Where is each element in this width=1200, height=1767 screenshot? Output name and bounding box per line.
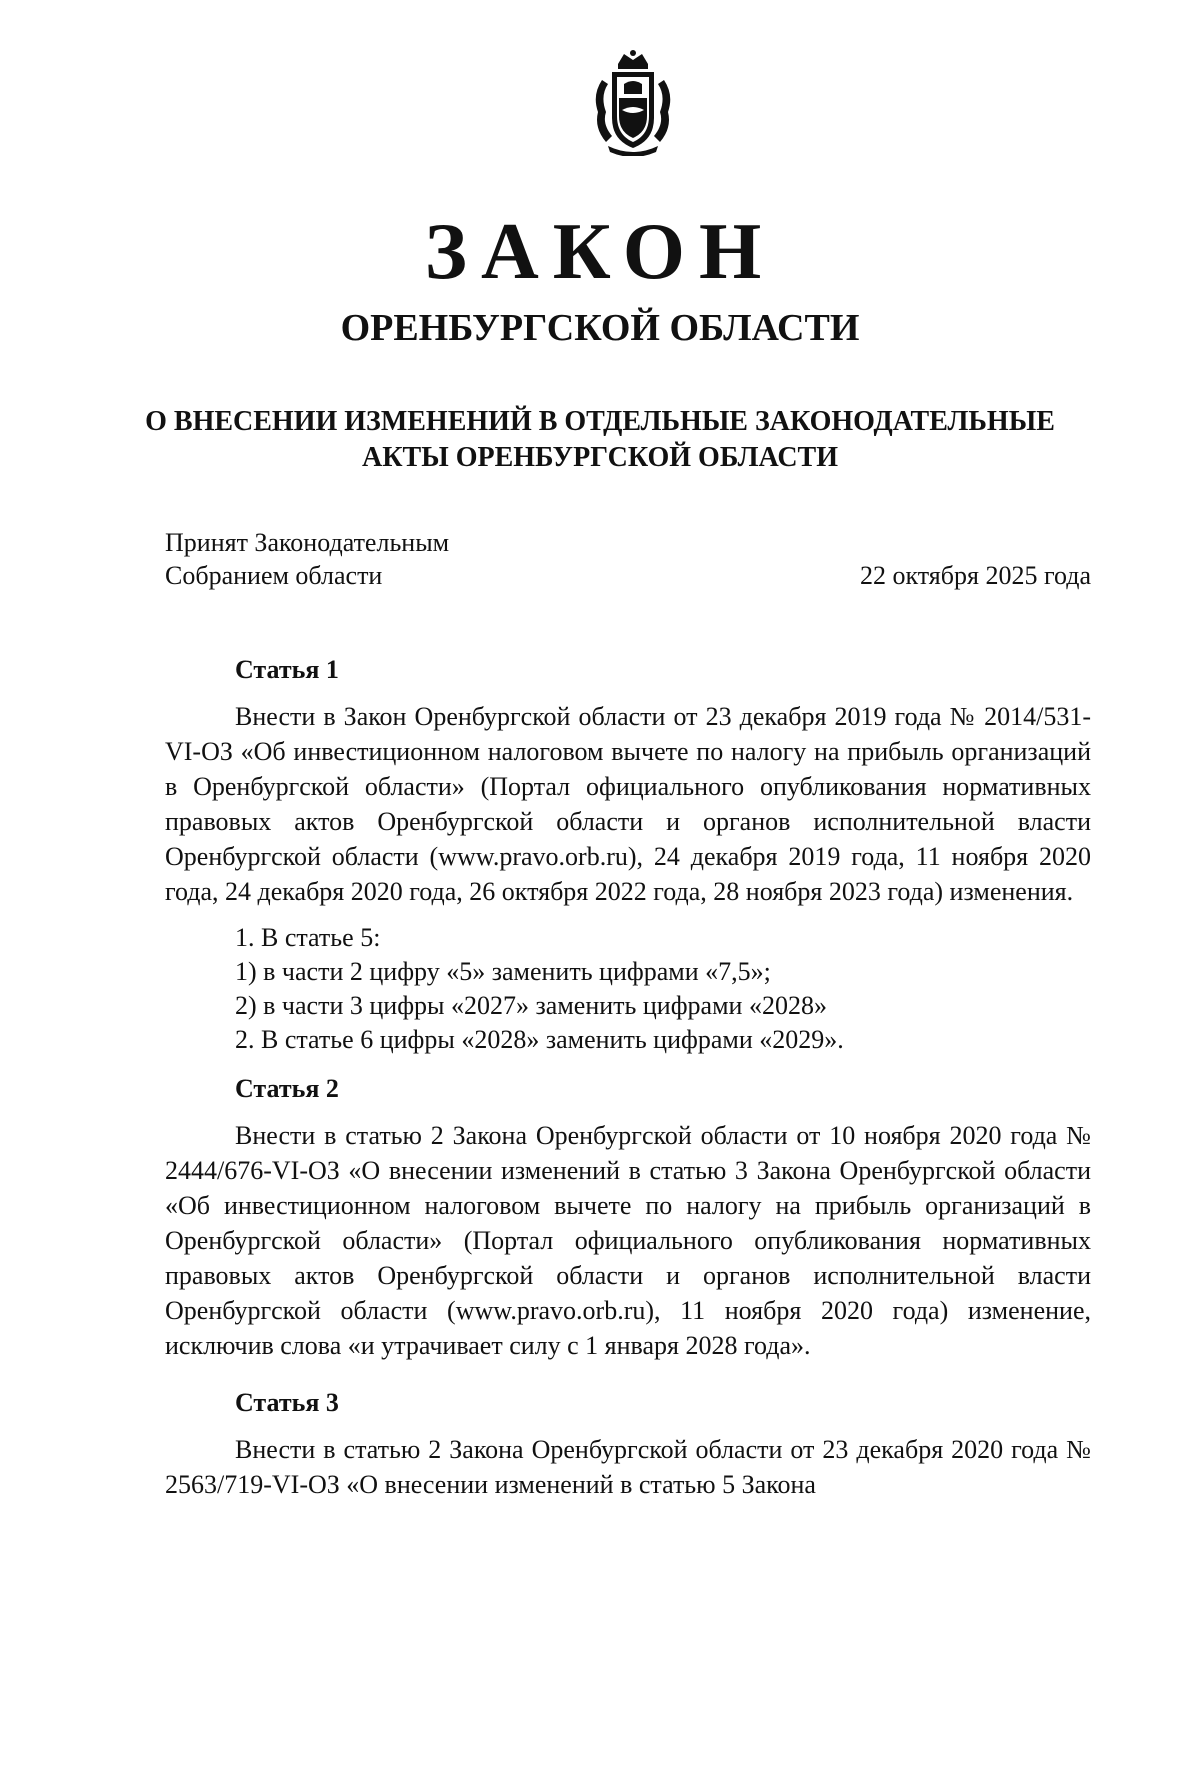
law-subject [0, 404, 1200, 476]
article-title: Статья 2 [235, 1074, 339, 1103]
coat-of-arms-icon [588, 50, 678, 156]
article-title: Статья 3 [235, 1388, 339, 1417]
article-text: Внести в статью 2 Закона Оренбургской области от 23 декабря 2020 года № 2563/719-VI-ОЗ «О внесении изменений в статью 5 Закона [165, 1435, 1091, 1499]
article-title: Статья 1 [235, 655, 339, 684]
article-1 [165, 652, 1091, 1057]
article-3 [165, 1385, 1091, 1502]
document-type: ЗАКОН [424, 208, 776, 296]
region-title: ОРЕНБУРГСКОЙ ОБЛАСТИ [340, 307, 860, 349]
law-subject-line-2: АКТЫ ОРЕНБУРГСКОЙ ОБЛАСТИ [362, 442, 838, 473]
article-2 [165, 1071, 1091, 1363]
article-text: Внести в статью 2 Закона Оренбургской области от 10 ноября 2020 года № 2444/676-VI-ОЗ «О внесении изменений в статью 3 Закона Оренбургской области «Об инвестиционном налоговом вычете по налогу на прибыль организаций в Оренбургской области» (Портал официального опубликования нормативных правовых актов Оренбургской области и органов исполнительной власти Оренбургской области (www.pravo.orb.ru), 11 ноября 2020 года) изменение, исключив слова «и утрачивает силу с 1 января 2028 года». [165, 1121, 1091, 1360]
list-item: 2. В статье 6 цифры «2028» заменить цифрами «2029». [235, 1025, 844, 1054]
list-item: 1) в части 2 цифру «5» заменить цифрами «7,5»; [235, 957, 771, 986]
article-text: Внести в Закон Оренбургской области от 23 декабря 2019 года № 2014/531-VI-ОЗ «Об инвестиционном налоговом вычете по налогу на прибыль организаций в Оренбургской области» (Портал официального опубликования нормативных правовых актов Оренбургской области и органов исполнительной власти Оренбургской области (www.pravo.orb.ru), 24 декабря 2019 года, 11 ноября 2020 года, 24 декабря 2020 года, 26 октября 2022 года, 28 ноября 2023 года) изменения. [165, 702, 1091, 906]
adoption-date: 22 октября 2025 года [860, 561, 1091, 590]
adoption-line-2: Собранием области [165, 561, 383, 590]
adoption-body [165, 526, 449, 592]
list-item: 2) в части 3 цифры «2027» заменить цифрами «2028» [235, 991, 827, 1020]
adoption-line-1: Принят Законодательным [165, 528, 450, 557]
law-body [165, 652, 1091, 1502]
list-item: 1. В статье 5: [235, 923, 381, 952]
law-subject-line-1: О ВНЕСЕНИИ ИЗМЕНЕНИЙ В ОТДЕЛЬНЫЕ ЗАКОНОДАТЕЛЬНЫЕ [145, 406, 1055, 437]
